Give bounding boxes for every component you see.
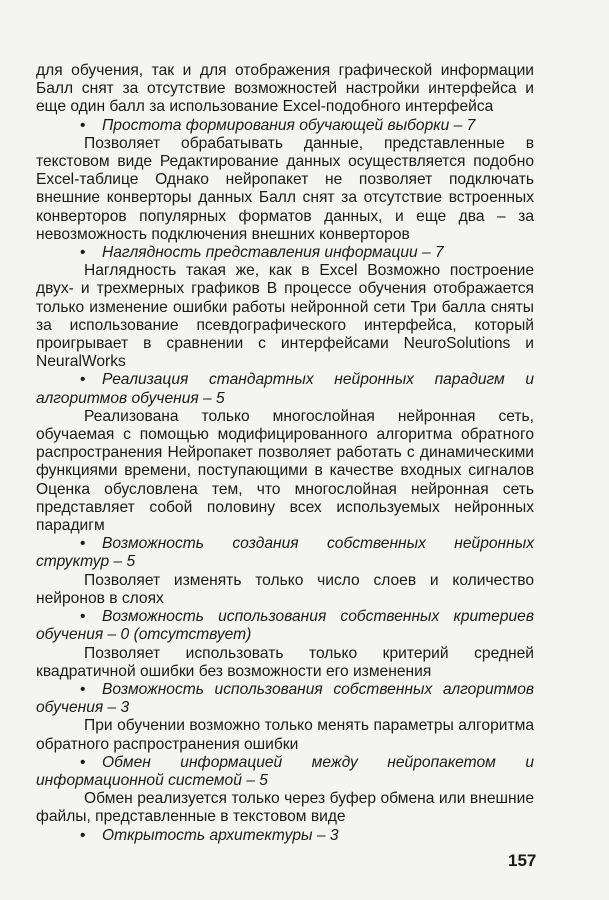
page-number: 157 [508, 851, 537, 870]
paragraph: Реализована только многослойная нейронная сеть, обучаемая с помощью модифицированного алгоритма обратного распространения Нейропакет позволяет работать с динамическими функциями времени, поступающими в качестве входных сигналов Оценка обусловлена тем, что многослойная нейронная сеть представляет собой половину всех используемых нейронных парадигм [36, 407, 534, 535]
paragraph: Наглядность такая же, как в Excel Возможно построение двух- и трехмерных графиков В процессе обучения отображается только изменение ошибки работы нейронной сети Три балла сняты за использование псевдографического интерфейса, который проигрывает в сравнении с интерфейсами NeuroSolutions и NeuralWorks [36, 262, 534, 371]
page-text [36, 62, 534, 845]
paragraph: для обучения, так и для отображения графической информации Балл снят за отсутствие возможностей настройки интерфейса и еще один балл за использование Excel-подобного интерфейса [36, 62, 534, 116]
bullet-icon: • [80, 753, 86, 771]
criterion-title: Реализация стандартных нейронных парадигм и алгоритмов обучения – 5 [36, 371, 534, 407]
bullet-icon: • [80, 116, 86, 134]
paragraph: Позволяет использовать только критерий средней квадратичной ошибки без возможности его изменения [36, 644, 534, 680]
bullet-icon: • [80, 680, 86, 698]
criterion-bullet [36, 371, 534, 407]
paragraph: Позволяет изменять только число слоев и количество нейронов в слоях [36, 571, 534, 607]
criterion-bullet [36, 244, 534, 262]
criterion-bullet [36, 535, 534, 571]
criterion-bullet [36, 681, 534, 717]
criterion-title: Обмен информацией между нейропакетом и информационной системой – 5 [36, 753, 534, 789]
paragraph: Позволяет обрабатывать данные, представленные в текстовом виде Редактирование данных осуществляется подобно Excel-таблице Однако нейропакет не позволяет подключать внешние конверторы данных Балл снят за отсутствие встроенных конверторов популярных форматов данных, и еще два – за невозможность подключения внешних конверторов [36, 134, 534, 243]
bullet-icon: • [80, 535, 86, 553]
criterion-bullet [36, 827, 534, 845]
bullet-icon: • [80, 244, 86, 262]
criterion-bullet [36, 608, 534, 644]
criterion-title: Наглядность представления информации – 7 [102, 244, 444, 262]
paragraph: Обмен реализуется только через буфер обмена или внешние файлы, представленные в текстовом виде [36, 790, 534, 826]
bullet-icon: • [80, 826, 86, 844]
criterion-title: Возможность использования собственных критериев обучения – 0 (отсутствует) [36, 608, 534, 644]
bullet-icon: • [80, 371, 86, 389]
bullet-icon: • [80, 608, 86, 626]
criterion-bullet [36, 117, 534, 135]
criterion-bullet [36, 754, 534, 790]
paragraph: При обучении возможно только менять параметры алгоритма обратного распространения ошибки [36, 717, 534, 753]
criterion-title: Возможность создания собственных нейронных структур – 5 [36, 535, 534, 571]
criterion-title: Открытость архитектуры – 3 [102, 826, 339, 844]
criterion-title: Возможность использования собственных алгоритмов обучения – 3 [36, 680, 534, 717]
criterion-title: Простота формирования обучающей выборки – 7 [102, 116, 476, 134]
